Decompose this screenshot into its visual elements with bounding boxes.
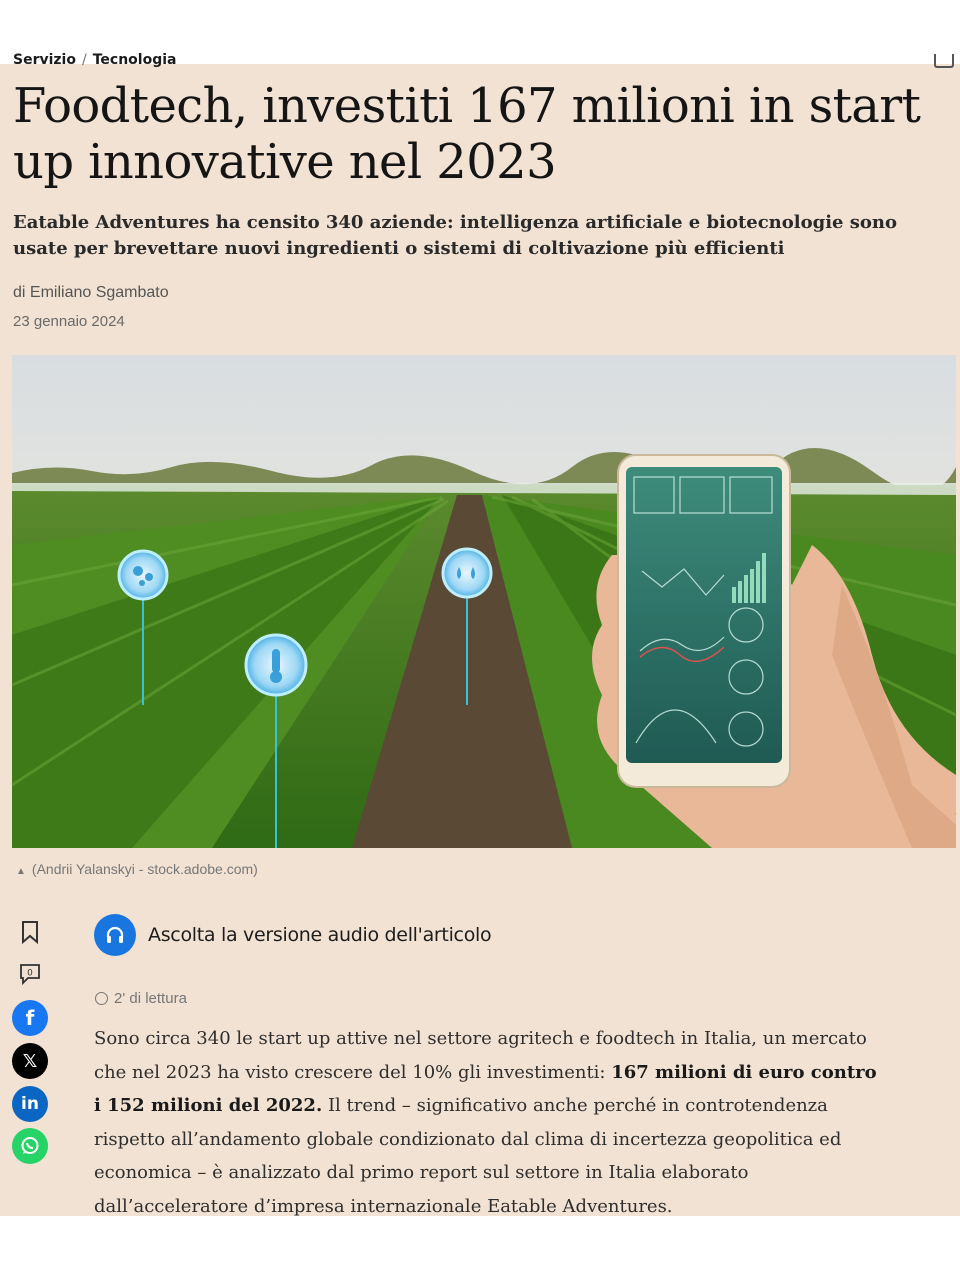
breadcrumb-section[interactable]: Servizio <box>13 52 76 68</box>
article-paragraph <box>94 1022 884 1223</box>
paragraph-text-start: Sono circa 340 le start up attive nel settore agritech e foodtech in Italia, un mercato che nel 2023 ha visto crescere del 10% gli investimenti: <box>94 1028 867 1083</box>
whatsapp-icon[interactable] <box>12 1128 48 1164</box>
breadcrumb <box>13 52 176 68</box>
headphones-icon[interactable] <box>94 914 136 956</box>
corner-icon[interactable] <box>934 54 954 68</box>
paragraph-bold-text: 167 milioni di euro contro i 152 milioni del 2022. <box>94 1061 877 1116</box>
paragraph-text-end: Il trend – significativo anche perché in controtendenza rispetto all’andamento globale condizionato dal clima di incertezza geopolitica ed economica – è analizzato dal primo report sul settore in Italia elaborato dall’acceleratore d’impresa internazionale Eatable Adventures. <box>94 1095 842 1217</box>
svg-text:0: 0 <box>27 968 33 979</box>
facebook-icon[interactable]: f <box>12 1000 48 1036</box>
headline: Foodtech, investiti 167 milioni in start up innovative nel 2023 <box>13 78 921 190</box>
breadcrumb-separator: / <box>81 52 87 68</box>
x-icon[interactable]: 𝕏 <box>12 1043 48 1079</box>
linkedin-icon[interactable]: in <box>12 1086 48 1122</box>
reading-time <box>95 990 187 1007</box>
caption-triangle-icon[interactable]: ▲ <box>16 866 26 877</box>
caption-text: (Andrii Yalanskyi - stock.adobe.com) <box>31 861 258 877</box>
audio-player-button[interactable] <box>94 914 491 956</box>
reading-time-text: 2' di lettura <box>114 990 187 1007</box>
bookmark-icon[interactable] <box>12 914 48 950</box>
hero-image <box>12 355 956 848</box>
image-caption <box>16 861 258 877</box>
author[interactable]: di Emiliano Sgambato <box>13 284 169 301</box>
breadcrumb-category[interactable]: Tecnologia <box>92 52 177 68</box>
subtitle: Eatable Adventures ha censito 340 aziende: intelligenza artificiale e biotecnologie sono usate per brevettare nuovi ingredienti o sistemi di coltivazione più efficienti <box>13 212 897 259</box>
comment-icon[interactable] <box>12 956 48 992</box>
publish-date: 23 gennaio 2024 <box>13 313 125 330</box>
hero-illustration <box>12 355 956 848</box>
audio-label[interactable]: Ascolta la versione audio dell'articolo <box>148 924 492 946</box>
article <box>0 52 960 1217</box>
clock-icon <box>95 992 108 1005</box>
